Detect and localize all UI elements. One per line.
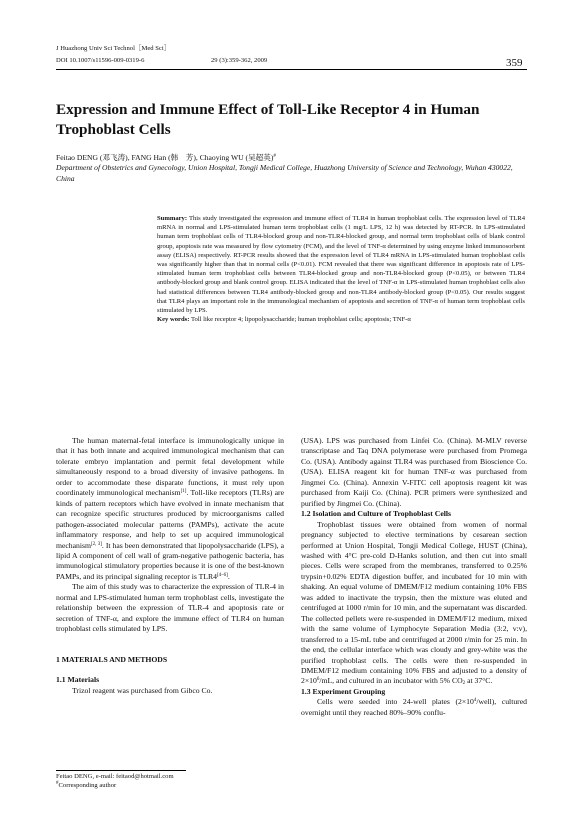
grouping-text: /well), cultured overnight until they reached 80%–90% conflu- — [301, 697, 527, 717]
footnote — [56, 772, 284, 790]
reference-citation[interactable]: [4–6] — [217, 572, 228, 578]
affiliation: Department of Obstetrics and Gynecology, Union Hospital, Tongji Medical College, Huazhong University of Science and Technology, Wuhan 430022, China — [56, 163, 513, 183]
reference-citation[interactable]: [1] — [180, 489, 187, 495]
journal-name: J Huazhong Univ Sci Technol［Med Sci］ — [56, 45, 171, 52]
isolation-text: Trophoblast tissues were obtained from women of normal pregnancy subjected to elective terminations by cesarean section performed at Union Hospital, Tongji Medical College, HUST (China), washed with 4°C pre-cold D-Hanks solution, and then cut into small pieces. Cells were scraped from the membranes, transferred to 0.25% trypsin+0.02% EDTA digestion buffer, and incubated for 10 min with shaking. An equal volume of DMEM/F12 medium containing 10% FBS was added to inactivate the trypsin, then the mixture was eluted and centrifuged at 1000 r/min for 10 min, and the supernatant was discarded. The collected pellets were re-suspended in DMEM/F12 medium, mixed with the same volume of Lymphocyte Separation Media (3:2, v:v), transferred to a 15-mL tube and centrifuged at 2000 r/min for 25 min. In the end, the cellular interface which was cloudy and grey-white was the purified trophoblast cells. The cells were then re-suspended in DMEM/F12 medium containing 10% FBS and adjusted to a density of 2×10 — [301, 519, 527, 686]
materials-paragraph-continued: (USA). LPS was purchased from Linfei Co. (China). M-MLV reverse transcriptase and Taq DNA polymerase were purchased from Promega Co. (USA). Antibody against TLR4 was purchased from Bioscience Co. (USA). ELISA reagent kit for human TNF-α was purchased from Jingmei Co. (China). Annexin V-FITC cell apoptosis reagent kit was purchased from Kaiji Co. (China). PCR primers were synthesized and purified by Jingmei Co. (China). — [301, 436, 527, 508]
intro-text: The human maternal-fetal interface is immunologically unique in that it has both innate and acquired immunological mechanism that can tolerate embryo implantation and permit fetal development while simultaneously respond to a broad diversity of invasive pathogens. In order to accommodate these disparate functions, it must rely upon coordinately immunological mechanism — [56, 436, 284, 498]
author-email: Feitao DENG, e-mail: feitaod@hotmail.com — [56, 773, 174, 780]
intro-text: . It has been demonstrated that lipopolysaccharide (LPS), a lipid A component of cell wall of gram-negative pathogenic bacteria, has immunological stimulatory properties because it is one of the best-known PAMPs, and its principal signaling receptor is TLR4 — [56, 540, 284, 581]
author-list — [56, 152, 276, 163]
intro-text: . Toll-like receptors (TLRs) are kinds of pattern receptors which have evolved in innate mechanism that can recognize specific structures produced by microorganisms called pathogen-associated molecular patterns (PAMPs), activate the acute inflammatory response, and help to set up acquired immunological mechanism — [56, 488, 284, 550]
isolation-text: /mL, and cultured in an incubator with 5% CO — [319, 676, 463, 686]
page-number: 359 — [506, 57, 523, 69]
keywords-text: Toll like receptor 4; lipopolysaccharide; human trophoblast cells; apoptosis; TNF-α — [190, 316, 411, 324]
intro-paragraph-2: The aim of this study was to characterize the expression of TLR-4 in normal and LPS-stimulated human term trophoblast cells, investigate the relationship between the expression of TLR-4 and apoptosis rate or secretion of TNF-α, and explore the immune effect of TLR4 on human trophoblast cells stimulated by LPS. — [56, 582, 284, 634]
authors-text: Feitao DENG (邓飞涛), FANG Han (韩 芳), Chaoying WU (吴超英) — [56, 153, 274, 162]
right-column — [301, 436, 527, 718]
corresponding-mark: # — [273, 154, 276, 159]
superscript: 6 — [316, 677, 320, 683]
isolation-text: at 37°C. — [465, 676, 493, 686]
summary-label: Summary: — [157, 215, 188, 222]
corresponding-mark: # — [56, 781, 59, 786]
article-title: Expression and Immune Effect of Toll-Like Receptor 4 in Human Trophoblast Cells — [56, 101, 480, 138]
subsection-heading-isolation: 1.2 Isolation and Culture of Trophoblast Cells — [301, 509, 452, 519]
grouping-text: Cells were seeded into 24-well plates (2×10 — [317, 697, 474, 707]
isolation-paragraph — [301, 520, 527, 687]
superscript: 4 — [473, 698, 477, 704]
keywords-paragraph — [157, 315, 525, 324]
summary-text: This study investigated the expression and immune effect of TLR4 in human trophoblast cells. The expression level of TLR4 mRNA in normal and LPS-stimulated human term trophoblast cells (1 mg/L LPS, 12 h) was detected by RT-PCR. In LPS-stimulated human term trophoblast cells of TLR4-blocked group and non-TLR4-blocked group, and normal term trophoblast cells of blank control group, apoptosis rate was measured by flow cytometry (FCM), and the level of TNF-α determined by using enzyme linked immunosorbent assay (ELISA) respectively. RT-PCR results showed that the expression level of TLR4 mRNA in LPS-stimulated human trophoblast cells was significantly higher than that in normal cells (P<0.01). FCM revealed that there was significant difference in apoptosis rate of LPS-stimulated human term trophoblast cells between TLR4-blocked group and non-TLR4-blocked group (P<0.05), or between TLR4 antibody-blocked group and blank control group. ELISA indicated that the level of TNF-α in LPS-stimulated human trophoblast cells also had statistical differences between TLR4 antibody-blocked group and non-TLR4 antibody-blocked group (P<0.05). Our results suggest that TLR4 plays an important role in the immunological mechanism of apoptosis and secretion of TNF-α of human term trophoblast cells stimulated by LPS. — [157, 215, 526, 315]
section-heading-materials-methods: 1 MATERIALS AND METHODS — [56, 654, 168, 664]
subsection-heading-grouping: 1.3 Experiment Grouping — [301, 686, 386, 696]
keywords-label: Key words: — [157, 316, 190, 324]
corresponding-author-note — [56, 781, 284, 790]
intro-text: . — [227, 571, 230, 581]
spacer — [56, 635, 284, 645]
corresponding-author-text: Corresponding author — [58, 782, 117, 789]
citation: 29 (3):359-362, 2009 — [211, 57, 268, 64]
grouping-paragraph — [301, 697, 527, 718]
abstract — [157, 214, 525, 324]
intro-paragraph-1 — [56, 436, 284, 582]
subsection-heading-materials: 1.1 Materials — [56, 675, 100, 685]
spacer — [56, 665, 284, 675]
reference-citation[interactable]: [2, 3] — [91, 541, 102, 547]
doi: DOI 10.1007/s11596-009-0319-6 — [56, 57, 145, 64]
footnote-rule — [56, 770, 186, 771]
materials-paragraph-start: Trizol reagent was purchased from Gibco Co. — [72, 685, 213, 695]
left-column — [56, 436, 284, 696]
subscript: 2 — [462, 681, 466, 687]
summary-paragraph — [157, 214, 525, 315]
header-rule — [56, 69, 527, 70]
